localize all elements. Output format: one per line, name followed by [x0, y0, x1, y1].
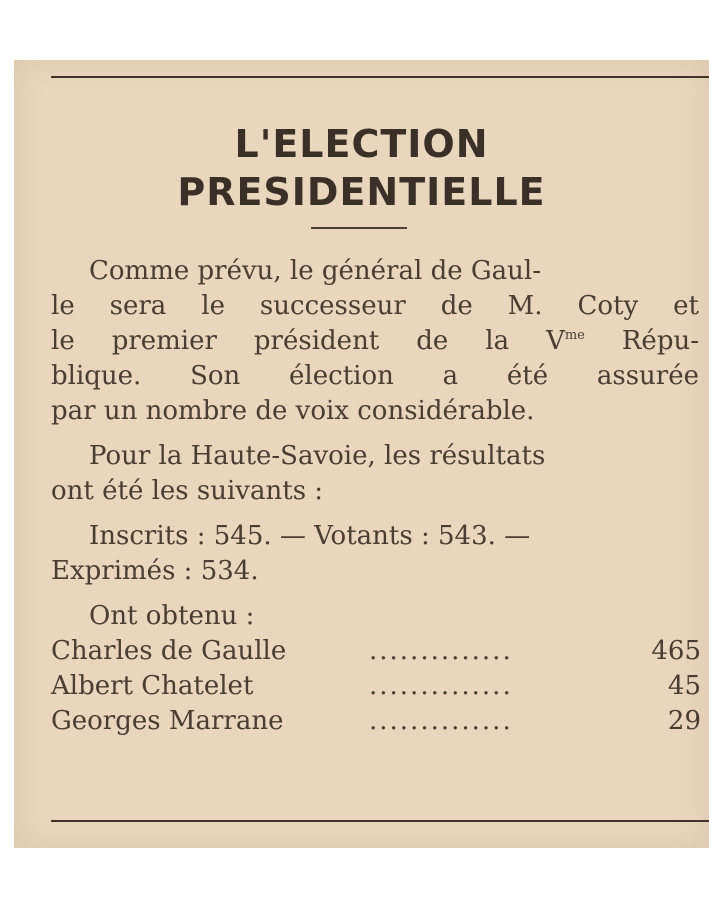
candidate-name: Albert Chatelet [51, 671, 254, 701]
newspaper-clipping [14, 60, 709, 848]
headline-line-2: PRESIDENTIELLE [177, 170, 546, 214]
leader-dots: .............. [369, 636, 513, 666]
leader-dots: .............. [369, 706, 513, 736]
headline-line-1: L'ELECTION [234, 122, 489, 166]
leader-dots: .............. [369, 671, 513, 701]
results-intro: Ont obtenu : [89, 601, 255, 631]
paragraph-1-line-4: blique. Son élection a été assurée [51, 361, 699, 391]
result-row [51, 670, 701, 702]
candidate-name: Charles de Gaulle [51, 636, 287, 666]
paragraph-1-line-5: par un nombre de voix considérable. [51, 396, 535, 426]
headline-underline [311, 227, 407, 229]
paragraph-3-line-2: Exprimés : 534. [51, 556, 259, 586]
paragraph-2-line-2: ont été les suivants : [51, 476, 324, 506]
vote-count: 29 [667, 706, 701, 736]
vote-count: 465 [651, 636, 701, 666]
candidate-name: Georges Marrane [51, 706, 284, 736]
vote-count: 45 [667, 671, 701, 701]
top-rule [51, 76, 709, 78]
result-row [51, 635, 701, 667]
paragraph-1-line-3: le premier président de la $V^{me}$ Répu- [51, 326, 699, 356]
paragraph-1-line-2: le sera le successeur de M. Coty et [51, 291, 699, 321]
result-row [51, 705, 701, 737]
paragraph-3-line-1: Inscrits : 545. — Votants : 543. — [89, 521, 531, 551]
paragraph-1-line-1: Comme prévu, le général de Gaul- [89, 256, 541, 286]
paragraph-2-line-1: Pour la Haute-Savoie, les résultats [89, 441, 546, 471]
bottom-rule [51, 820, 709, 822]
